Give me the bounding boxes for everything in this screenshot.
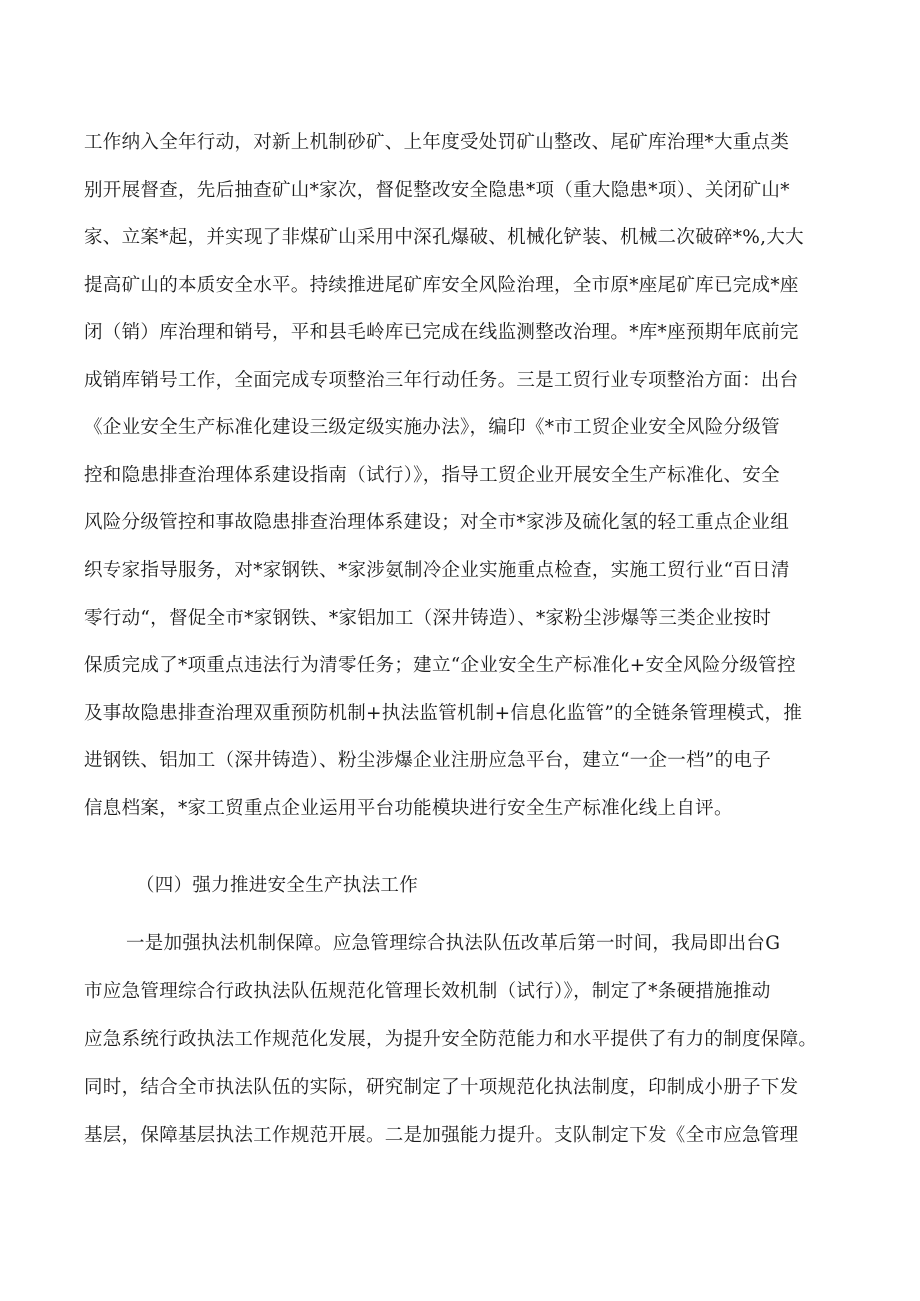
text-line: 基层，保障基层执法工作规范开展。二是加强能力提升。支队制定下发《全市应急管理 bbox=[84, 1125, 799, 1146]
text-line: 家、立案*起，并实现了非煤矿山采用中深孔爆破、机械化铲装、机械二次破碎*%,大大 bbox=[84, 227, 804, 248]
text-line: 别开展督查，先后抽查矿山*家次，督促整改安全隐患*项（重大隐患*项）、关闭矿山* bbox=[84, 180, 790, 201]
text-line: 保质完成了*项重点违法行为清零任务；建立“企业安全生产标准化+安全风险分级管控 bbox=[84, 655, 796, 676]
text-line: 风险分级管控和事故隐患排查治理体系建设；对全市*家涉及硫化氢的轻工重点企业组 bbox=[84, 512, 790, 533]
text-line: 信息档案，*家工贸重点企业运用平台功能模块进行安全生产标准化线上自评。 bbox=[84, 798, 733, 819]
text-line: 同时，结合全市执法队伍的实际，研究制定了十项规范化执法制度，印制成小册子下发 bbox=[84, 1077, 799, 1098]
text-line: 应急系统行政执法工作规范化发展，为提升安全防范能力和水平提供了有力的制度保障。 bbox=[84, 1029, 818, 1050]
text-line: 《企业安全生产标准化建设三级定级实施办法》，编印《*市工贸企业安全风险分级管 bbox=[84, 417, 780, 438]
text-line: 闭（销）库治理和销号，平和县毛岭库已完成在线监测整改治理。*库*座预期年底前完 bbox=[84, 322, 799, 343]
text-line: 织专家指导服务，对*家钢铁、*家涉氨制冷企业实施重点检查，实施工贸行业“百日清 bbox=[84, 560, 790, 581]
text-line: 零行动“，督促全市*家钢铁、*家铝加工（深井铸造）、*家粉尘涉爆等三类企业按时 bbox=[84, 608, 772, 629]
text-line: 市应急管理综合行政执法队伍规范化管理长效机制（试行）》，制定了*条硬措施推动 bbox=[84, 981, 771, 1002]
text-line: 及事故隐患排查治理双重预防机制+执法监管机制+信息化监管”的全链条管理模式，推 bbox=[84, 703, 803, 724]
text-line: 进钢铁、铝加工（深井铸造）、粉尘涉爆企业注册应急平台，建立“一企一档”的电子 bbox=[84, 750, 772, 771]
section-heading: （四）强力推进安全生产执法工作 bbox=[136, 875, 419, 896]
text-line: 成销库销号工作，全面完成专项整治三年行动任务。三是工贸行业专项整治方面：出台 bbox=[84, 370, 799, 391]
text-line: 控和隐患排查治理体系建设指南（试行）》，指导工贸企业开展安全生产标准化、安全 bbox=[84, 465, 780, 486]
paragraph-first-line: 一是加强执法机制保障。应急管理综合执法队伍改革后第一时间，我局即出台G bbox=[126, 933, 781, 954]
text-line: 提高矿山的本质安全水平。持续推进尾矿库安全风险治理，全市原*座尾矿库已完成*座 bbox=[84, 275, 799, 296]
text-line: 工作纳入全年行动，对新上机制砂矿、上年度受处罚矿山整改、尾矿库治理*大重点类 bbox=[84, 132, 790, 153]
